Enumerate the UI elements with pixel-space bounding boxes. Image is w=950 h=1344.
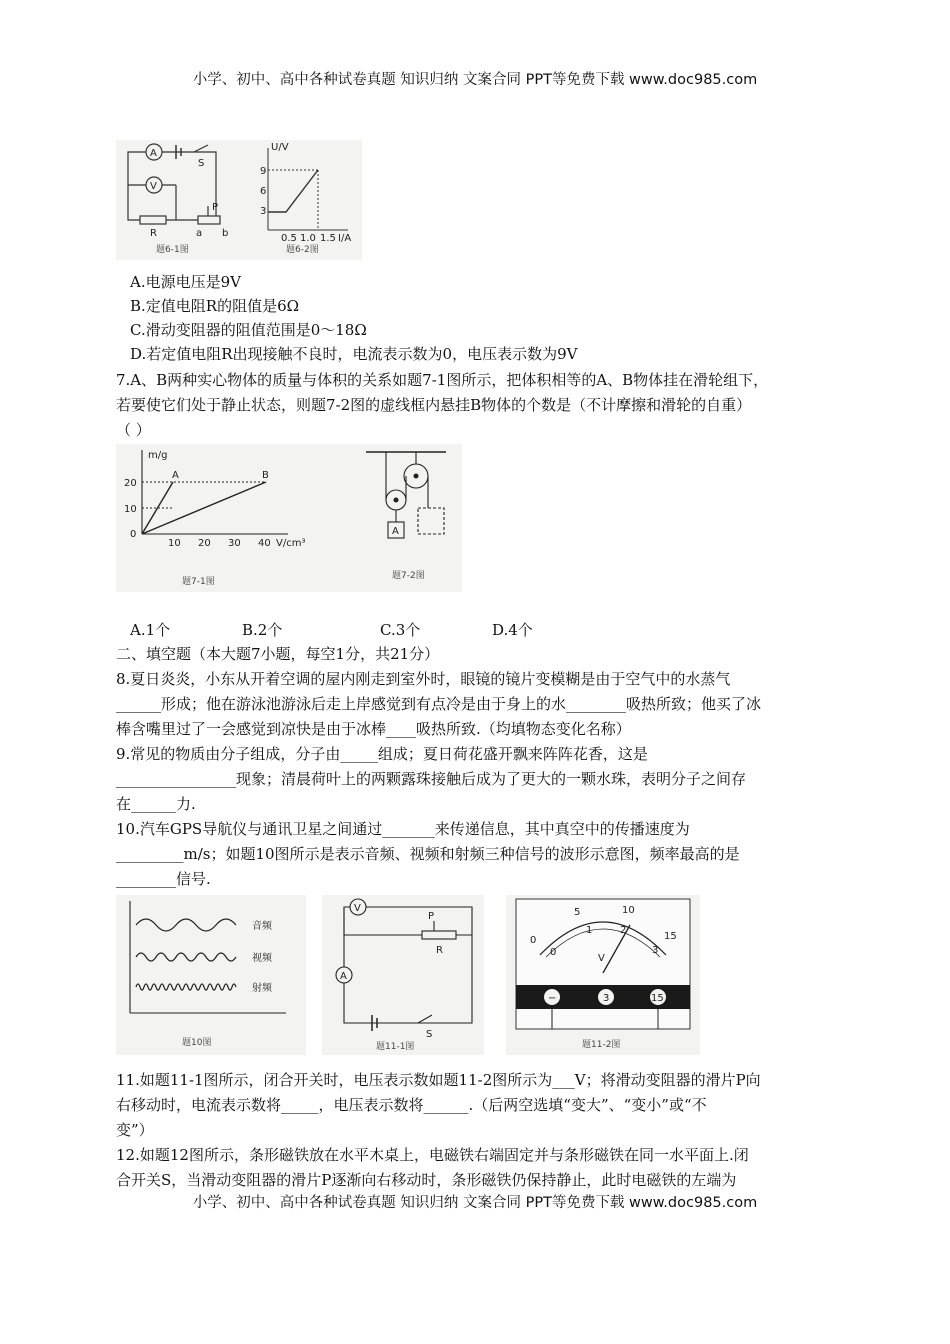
svg-text:P: P	[428, 911, 435, 922]
q12-line-2: 合开关S，当滑动变阻器的滑片P逐渐向右移动时，条形磁铁仍保持静止，此时电磁铁的左端为	[116, 1171, 737, 1189]
q7-line-2: 若要使它们处于静止状态，则题7-2图的虚线框内悬挂B物体的个数是（不计摩擦和滑轮的自重）	[116, 396, 752, 414]
figure-6	[116, 140, 362, 260]
q7-line-1: 7.A、B两种实心物体的质量与体积的关系如题7-1图所示，把体积相等的A、B物体挂在滑轮组下，	[116, 371, 769, 389]
svg-text:P: P	[212, 202, 219, 213]
svg-text:20: 20	[198, 538, 211, 549]
rf-wave	[136, 984, 236, 990]
svg-text:0: 0	[550, 947, 557, 958]
label-audio: 音频	[252, 921, 272, 932]
svg-text:V/cm³: V/cm³	[276, 538, 306, 549]
figure-10	[116, 895, 306, 1055]
svg-text:R: R	[436, 945, 443, 956]
q7-option-d: D.4个	[492, 621, 533, 639]
line-b-label: B	[262, 470, 269, 481]
audio-wave	[136, 919, 236, 931]
caption-11-1: 题11-1图	[376, 1042, 415, 1052]
q8-line-2: ______形成；他在游泳池游泳后走上岸感觉到有点冷是由于身上的水________吸热所致；他买了冰	[116, 695, 762, 713]
q7-option-b: B.2个	[242, 621, 283, 639]
svg-text:m/g: m/g	[148, 450, 168, 461]
q9-line-2: ________________现象；清晨荷叶上的两颗露珠接触后成为了更大的一颗水珠，表明分子之间存	[116, 770, 747, 788]
switch-symbol	[194, 145, 208, 152]
q8-line-3: 棒含嘴里过了一会感觉到凉快是由于冰棒____吸热所致.（均填物态变化名称）	[116, 720, 631, 738]
q10-line-1: 10.汽车GPS导航仪与通讯卫星之间通过_______来传递信息，其中真空中的传播速度为	[116, 820, 690, 838]
svg-text:3: 3	[652, 945, 659, 956]
caption-6-2: 题6-2图	[286, 245, 319, 255]
svg-text:5: 5	[574, 907, 581, 918]
figure-11-1	[322, 895, 484, 1055]
graph-6-2	[268, 148, 348, 230]
terminal-neg: −	[548, 993, 557, 1004]
svg-text:1: 1	[586, 925, 593, 936]
svg-text:9: 9	[260, 166, 267, 177]
svg-text:10: 10	[622, 905, 635, 916]
graph-7-1	[142, 450, 288, 534]
q10-line-3: ________信号.	[116, 870, 211, 888]
q11-line-1: 11.如题11-1图所示，闭合开关时，电压表示数如题11-2图所示为___V；将滑动变阻器的滑片P向	[116, 1071, 761, 1089]
svg-text:A: A	[150, 148, 157, 159]
svg-text:V: V	[150, 181, 157, 192]
q6-option-a: A.电源电压是9V	[130, 273, 241, 291]
svg-text:V: V	[598, 953, 605, 964]
page-footer: 小学、初中、高中各种试卷真题 知识归纳 文案合同 PPT等免费下载 www.doc985.com	[192, 1195, 758, 1211]
q6-option-b: B.定值电阻R的阻值是6Ω	[130, 297, 300, 315]
svg-text:10: 10	[168, 538, 181, 549]
q9-line-3: 在______力.	[116, 795, 196, 813]
section-2-title: 二、填空题（本大题7小题，每空1分，共21分）	[116, 645, 440, 663]
svg-text:S: S	[198, 158, 205, 169]
svg-text:b: b	[222, 228, 229, 239]
svg-text:30: 30	[228, 538, 241, 549]
page-header: 小学、初中、高中各种试卷真题 知识归纳 文案合同 PPT等免费下载 www.doc985.com	[192, 72, 758, 88]
terminal-15: 15	[651, 993, 664, 1004]
caption-7-2: 题7-2图	[392, 571, 425, 581]
q11-line-3: 变”）	[116, 1121, 154, 1139]
rheostat	[198, 216, 220, 224]
q8-line-1: 8.夏日炎炎，小东从开着空调的屋内刚走到室外时，眼镜的镜片变模糊是由于空气中的水蒸气	[116, 670, 731, 688]
terminal-3: 3	[603, 993, 610, 1004]
svg-text:10: 10	[124, 504, 137, 515]
svg-text:2: 2	[620, 925, 627, 936]
svg-text:0.5: 0.5	[281, 233, 297, 244]
svg-text:6: 6	[260, 186, 267, 197]
voltmeter-symbol	[128, 177, 176, 220]
svg-text:1.0: 1.0	[300, 233, 316, 244]
q10-line-2: _________m/s；如题10图所示是表示音频、视频和射频三种信号的波形示意图，频率最高的是	[116, 845, 740, 863]
svg-text:1.5: 1.5	[320, 233, 336, 244]
caption-10: 题10图	[182, 1038, 212, 1048]
video-wave	[136, 953, 236, 961]
caption-7-1: 题7-1图	[182, 577, 215, 587]
svg-text:0: 0	[530, 935, 537, 946]
figure-11-2	[506, 895, 700, 1055]
q11-line-2: 右移动时，电流表示数将_____，电压表示数将______.（后两空选填“变大”、“变小”或“不	[116, 1096, 707, 1114]
caption-11-2: 题11-2图	[582, 1040, 621, 1050]
svg-text:3: 3	[260, 206, 267, 217]
svg-text:a: a	[196, 228, 203, 239]
q9-line-1: 9.常见的物质由分子组成，分子由_____组成；夏日荷花盛开飘来阵阵花香，这是	[116, 745, 648, 763]
resistor-R	[140, 216, 166, 224]
q7-option-c: C.3个	[380, 621, 421, 639]
pulley-system-7-2	[366, 452, 446, 538]
q12-line-1: 12.如题12图所示，条形磁铁放在水平木桌上，电磁铁右端固定并与条形磁铁在同一水平面上.闭	[116, 1146, 749, 1164]
q7-option-a: A.1个	[130, 621, 171, 639]
svg-text:A: A	[340, 971, 347, 982]
svg-text:I/A: I/A	[338, 233, 352, 244]
ammeter-symbol	[146, 144, 162, 160]
figure-7	[116, 444, 462, 592]
svg-text:U/V: U/V	[271, 142, 289, 153]
label-rf: 射频	[252, 983, 272, 994]
rheostat-11	[422, 931, 456, 939]
svg-text:R: R	[150, 228, 157, 239]
svg-text:0: 0	[130, 529, 137, 540]
box-a-label: A	[392, 526, 399, 537]
svg-text:S: S	[426, 1029, 433, 1040]
svg-text:V: V	[354, 903, 361, 914]
q6-option-d: D.若定值电阻R出现接触不良时，电流表示数为0，电压表示数为9V	[130, 345, 578, 363]
svg-text:40: 40	[258, 538, 271, 549]
caption-6-1: 题6-1图	[156, 245, 189, 255]
q6-option-c: C.滑动变阻器的阻值范围是0～18Ω	[130, 321, 367, 339]
svg-text:20: 20	[124, 478, 137, 489]
q7-line-3: （ ）	[116, 421, 151, 439]
label-video: 视频	[252, 953, 272, 964]
line-a-label: A	[172, 470, 179, 481]
svg-text:15: 15	[664, 931, 677, 942]
